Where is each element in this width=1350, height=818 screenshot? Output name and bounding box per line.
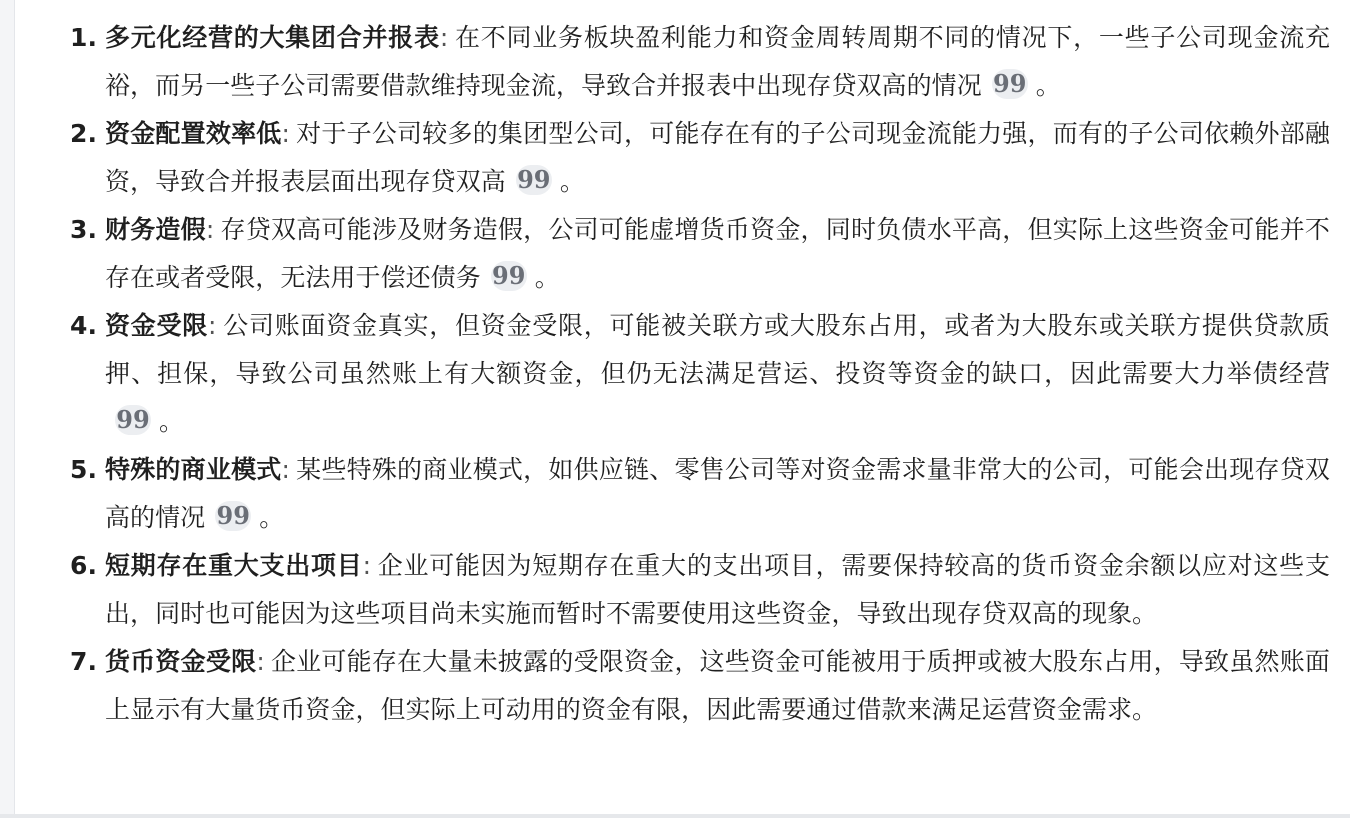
item-text: 公司账面资金真实，但资金受限，可能被关联方或大股东占用，或者为大股东或关联方提供贷款质押、担保，导致公司虽然账上有大额资金，但仍无法满足营运、投资等资金的缺口，因此需要大力举债经营	[105, 311, 1331, 388]
list-item	[70, 542, 1330, 638]
item-text: 存贷双高可能涉及财务造假，公司可能虚增货币资金，同时负债水平高，但实际上这些资金可能并不存在或者受限，无法用于偿还债务	[105, 215, 1330, 292]
list-item	[70, 206, 1330, 302]
item-number: 5.	[70, 455, 97, 484]
item-text: 企业可能存在大量未披露的受限资金，这些资金可能被用于质押或被大股东占用，导致虽然账面上显示有大量货币资金，但实际上可动用的资金有限，因此需要通过借款来满足运营资金需求。	[105, 647, 1330, 724]
item-colon: :	[208, 311, 217, 340]
left-rail	[0, 0, 15, 818]
item-text: 在不同业务板块盈利能力和资金周转周期不同的情况下，一些子公司现金流充裕，而另一些子公司需要借款维持现金流，导致合并报表中出现存贷双高的情况	[105, 23, 1331, 100]
item-term: 资金配置效率低	[105, 119, 282, 148]
item-number: 2.	[70, 119, 97, 148]
list-item	[70, 14, 1330, 110]
citation-quote-icon[interactable]: 99	[517, 165, 551, 194]
item-number: 7.	[70, 647, 97, 676]
item-number: 6.	[70, 551, 97, 580]
item-term: 短期存在重大支出项目	[105, 551, 363, 580]
item-tail: 。	[534, 263, 560, 292]
item-tail: 。	[1035, 71, 1061, 100]
item-term: 特殊的商业模式	[105, 455, 282, 484]
item-colon: :	[439, 23, 449, 52]
item-text: 企业可能因为短期存在重大的支出项目，需要保持较高的货币资金余额以应对这些支出，同时也可能因为这些项目尚未实施而暂时不需要使用这些资金，导致出现存贷双高的现象。	[105, 551, 1330, 628]
item-colon: :	[281, 119, 291, 148]
item-colon: :	[362, 551, 372, 580]
citation-quote-icon[interactable]: 99	[492, 261, 526, 290]
item-colon: :	[281, 455, 291, 484]
item-text: 某些特殊的商业模式，如供应链、零售公司等对资金需求量非常大的公司，可能会出现存贷双高的情况	[105, 455, 1330, 532]
item-term: 货币资金受限	[105, 647, 257, 676]
item-colon: :	[256, 647, 265, 676]
item-number: 3.	[70, 215, 97, 244]
item-tail: 。	[259, 503, 285, 532]
citation-quote-icon[interactable]: 99	[216, 501, 250, 530]
numbered-list	[70, 14, 1330, 734]
list-item	[70, 110, 1330, 206]
item-tail: 。	[159, 407, 185, 436]
item-text: 对于子公司较多的集团型公司，可能存在有的子公司现金流能力强，而有的子公司依赖外部融资，导致合并报表层面出现存贷双高	[105, 119, 1330, 196]
item-term: 财务造假	[105, 215, 206, 244]
item-colon: :	[205, 215, 215, 244]
item-number: 1.	[70, 23, 97, 52]
citation-quote-icon[interactable]: 99	[993, 69, 1027, 98]
item-tail: 。	[559, 167, 585, 196]
item-term: 多元化经营的大集团合并报表	[105, 23, 440, 52]
list-item	[70, 446, 1330, 542]
citation-quote-icon[interactable]: 99	[116, 405, 150, 434]
list-item	[70, 638, 1330, 734]
item-number: 4.	[70, 311, 97, 340]
item-term: 资金受限	[105, 311, 209, 340]
answer-content	[70, 14, 1330, 734]
bottom-divider	[0, 814, 1350, 818]
list-item	[70, 302, 1330, 446]
